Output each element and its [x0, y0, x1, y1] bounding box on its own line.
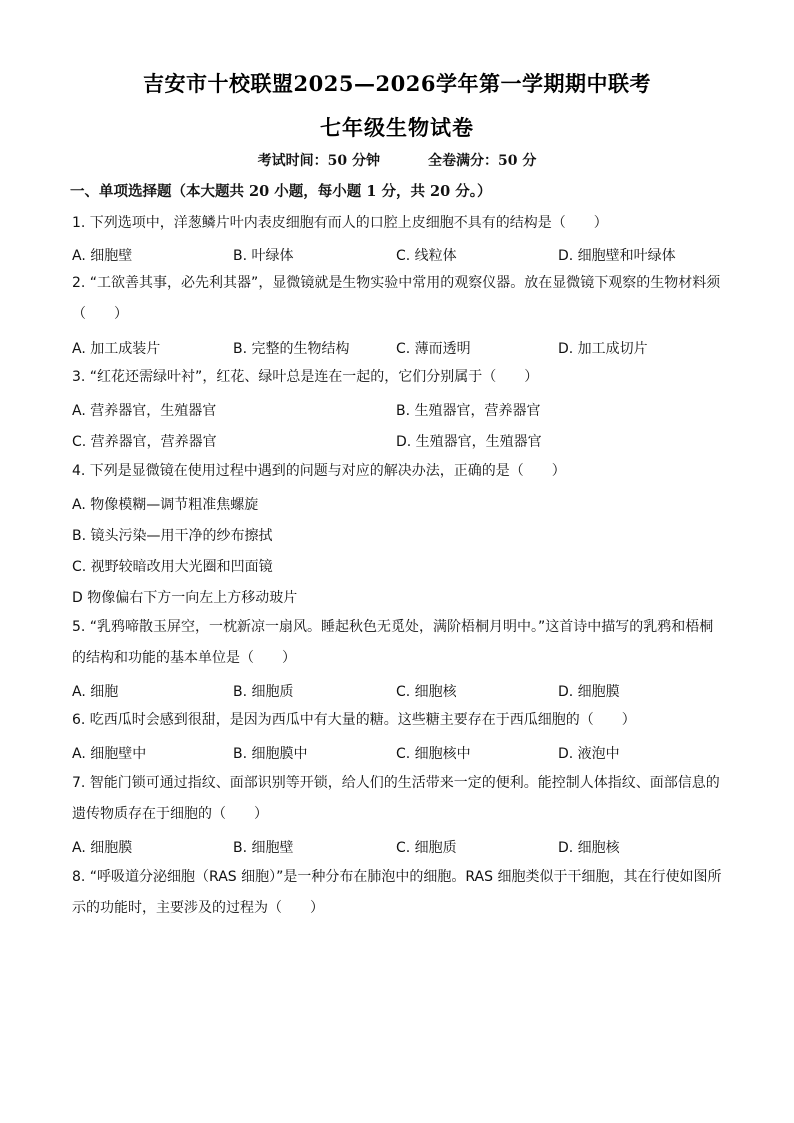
option: A. 细胞壁中	[72, 746, 147, 762]
exam-time: 考试时间：50 分钟	[257, 153, 380, 169]
exam-title: 吉安市十校联盟2025—2026学年第一学期期中联考	[143, 71, 651, 96]
exam-score: 全卷满分：50 分	[428, 153, 537, 169]
option: D 物像偏右下方一向左上方移动玻片	[72, 590, 298, 606]
option: A. 加工成装片	[72, 341, 161, 357]
question-1-options	[72, 245, 722, 267]
question-6-options	[72, 743, 722, 765]
option: A. 营养器官，生殖器官	[72, 403, 217, 419]
question-2-stem: 2. “工欲善其事，必先利其器”，显微镜就是生物实验中常用的观察仪器。放在显微镜下观察的生物材料须（ ）	[72, 275, 721, 322]
question-6-stem: 6. 吃西瓜时会感到很甜，是因为西瓜中有大量的糖。这些糖主要存在于西瓜细胞的（ ）	[72, 712, 636, 728]
option: B. 生殖器官，营养器官	[396, 403, 541, 419]
option: B. 细胞质	[233, 684, 294, 700]
option: C. 视野较暗改用大光圈和凹面镜	[72, 559, 273, 575]
option: D. 细胞膜	[558, 684, 620, 700]
option: A. 细胞	[72, 684, 119, 700]
question-8-stem: 8. “呼吸道分泌细胞（RAS 细胞）”是一种分布在肺泡中的细胞。RAS 细胞类似于干细胞，其在行使如图所示的功能时，主要涉及的过程为（ ）	[72, 869, 722, 916]
option: C. 细胞核中	[396, 746, 471, 762]
question-4-stem: 4. 下列是显微镜在使用过程中遇到的问题与对应的解决办法，正确的是（ ）	[72, 463, 566, 479]
option: B. 细胞膜中	[233, 746, 308, 762]
option: B. 镜头污染—用干净的纱布擦拭	[72, 528, 273, 544]
option: C. 营养器官，营养器官	[72, 434, 217, 450]
option: B. 叶绿体	[233, 248, 294, 264]
question-3-options-row1	[72, 400, 722, 422]
option: C. 细胞核	[396, 684, 457, 700]
option: A. 物像模糊—调节粗准焦螺旋	[72, 497, 259, 513]
question-7-options	[72, 837, 722, 859]
option: A. 细胞膜	[72, 840, 133, 856]
question-5-options	[72, 681, 722, 703]
question-3-options-row2	[72, 431, 722, 453]
question-2-options	[72, 338, 722, 360]
option: B. 完整的生物结构	[233, 341, 350, 357]
option: C. 细胞质	[396, 840, 457, 856]
question-3-stem: 3. “红花还需绿叶衬”，红花、绿叶总是连在一起的，它们分别属于（ ）	[72, 369, 539, 385]
option: D. 细胞核	[558, 840, 620, 856]
option: D. 生殖器官，生殖器官	[396, 434, 542, 450]
question-1-stem: 1. 下列选项中，洋葱鳞片叶内表皮细胞有而人的口腔上皮细胞不具有的结构是（ ）	[72, 215, 608, 231]
exam-subtitle: 七年级生物试卷	[320, 115, 474, 140]
exam-meta	[0, 150, 794, 170]
section-heading: 一、单项选择题（本大题共 20 小题，每小题 1 分，共 20 分。）	[70, 183, 492, 200]
question-5-stem: 5. “乳鸦啼散玉屏空，一枕新凉一扇风。睡起秋色无觅处，满阶梧桐月明中。”这首诗中描写的乳鸦和梧桐的结构和功能的基本单位是（ ）	[72, 619, 714, 666]
option: A. 细胞壁	[72, 248, 133, 264]
option: D. 加工成切片	[558, 341, 648, 357]
option: B. 细胞壁	[233, 840, 294, 856]
option: C. 线粒体	[396, 248, 457, 264]
question-7-stem: 7. 智能门锁可通过指纹、面部识别等开锁，给人们的生活带来一定的便利。能控制人体指纹、面部信息的遗传物质存在于细胞的（ ）	[72, 775, 720, 822]
option: C. 薄而透明	[396, 341, 471, 357]
option: D. 细胞壁和叶绿体	[558, 248, 676, 264]
option: D. 液泡中	[558, 746, 620, 762]
